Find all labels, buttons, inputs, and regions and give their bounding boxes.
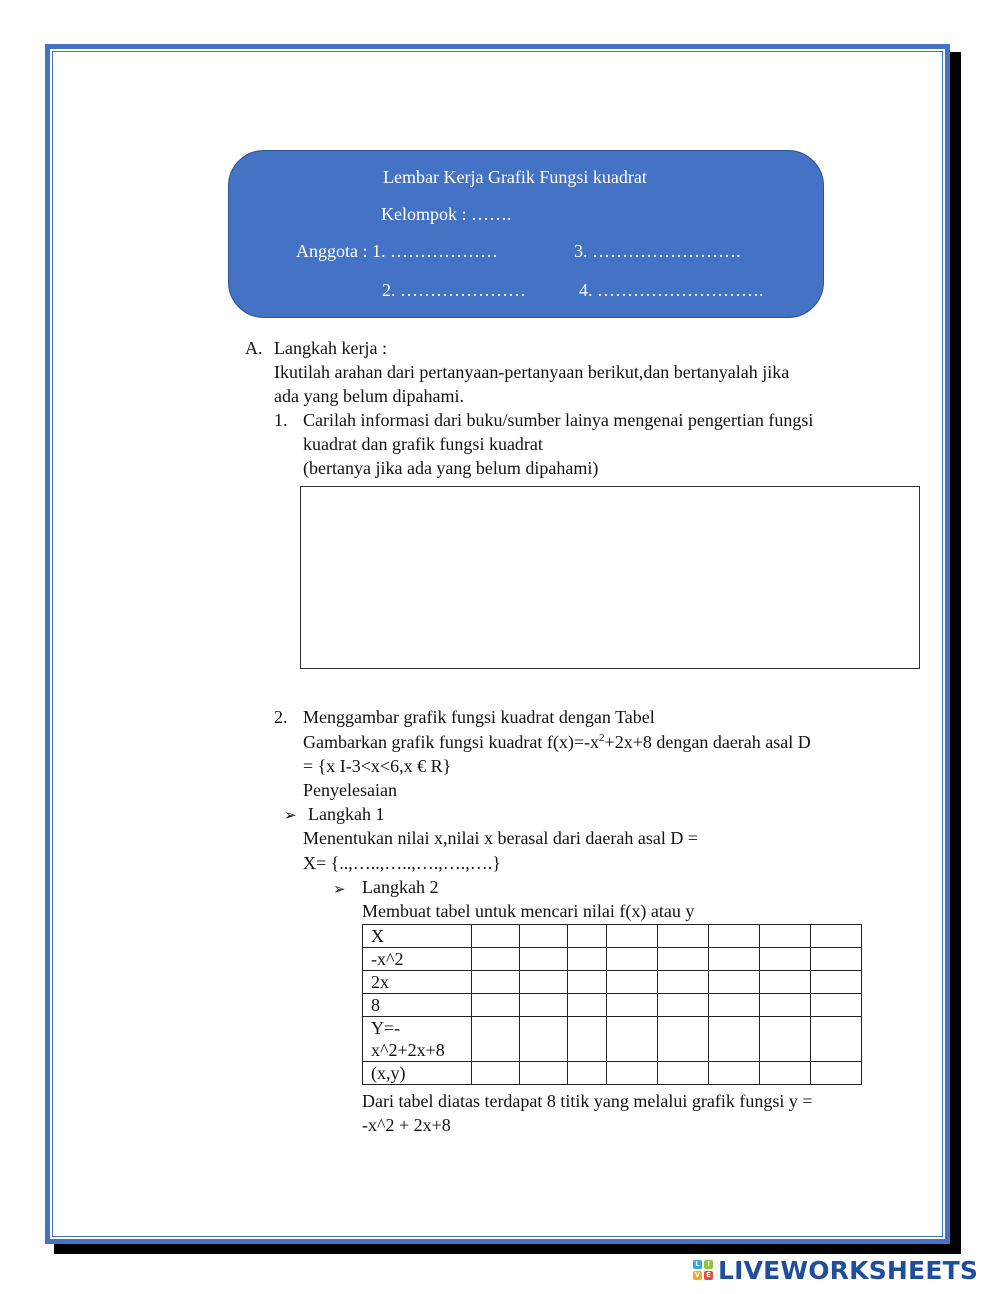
table-cell[interactable] <box>607 1017 658 1062</box>
step-1-line-1: Menentukan nilai x,nilai x berasal dari daerah asal D = <box>303 828 699 848</box>
table-row <box>363 925 862 948</box>
answer-box[interactable] <box>300 486 920 669</box>
member-3-field: 3. ……………………. <box>574 241 741 261</box>
table-cell[interactable] <box>760 971 811 994</box>
table-row <box>363 994 862 1017</box>
row-label-part: x^2+2x+8 <box>371 1040 445 1060</box>
row-label-part: Y=- <box>371 1018 401 1038</box>
table-cell[interactable] <box>811 994 862 1017</box>
conclusion-line-2: -x^2 + 2x+8 <box>362 1115 451 1135</box>
table-cell[interactable] <box>568 1017 607 1062</box>
item-2-line-1: Menggambar grafik fungsi kuadrat dengan Tabel <box>303 707 655 727</box>
members-label: Anggota : 1. ……………… <box>296 241 498 261</box>
table-cell[interactable] <box>760 1017 811 1062</box>
row-label: X <box>363 925 472 948</box>
table-row <box>363 1062 862 1085</box>
table-cell[interactable] <box>811 948 862 971</box>
table-cell[interactable] <box>760 1062 811 1085</box>
logo-tile: I <box>704 1260 713 1269</box>
logo-wordmark: LIVEWORKSHEETS <box>718 1255 979 1285</box>
table-cell[interactable] <box>811 925 862 948</box>
value-table <box>362 924 862 1085</box>
logo-tile: E <box>704 1271 713 1280</box>
table-cell[interactable] <box>658 925 709 948</box>
table-cell[interactable] <box>472 1017 520 1062</box>
table-cell[interactable] <box>520 994 568 1017</box>
row-label: 2x <box>363 971 472 994</box>
table-cell[interactable] <box>811 1017 862 1062</box>
row-label: 8 <box>363 994 472 1017</box>
row-label: -x^2 <box>363 948 472 971</box>
table-cell[interactable] <box>472 971 520 994</box>
table-cell[interactable] <box>472 948 520 971</box>
table-cell[interactable] <box>568 994 607 1017</box>
step-1-title: Langkah 1 <box>308 804 385 824</box>
item-1-line-1: Carilah informasi dari buku/sumber lainya mengenai pengertian fungsi <box>303 410 814 430</box>
conclusion-line-1: Dari tabel diatas terdapat 8 titik yang melalui grafik fungsi y = <box>362 1091 813 1111</box>
section-a-intro-2: ada yang belum dipahami. <box>274 386 464 406</box>
item-1-line-3: (bertanya jika ada yang belum dipahami) <box>303 458 599 478</box>
group-field: Kelompok : ……. <box>381 204 512 224</box>
row-label: (x,y) <box>363 1062 472 1085</box>
logo-mark-icon <box>693 1260 713 1280</box>
table-cell[interactable] <box>520 1017 568 1062</box>
item-1-number: 1. <box>274 410 288 430</box>
item-2-line-3: = {x I-3<x<6,x € R} <box>303 756 452 776</box>
table-cell[interactable] <box>760 948 811 971</box>
table-cell[interactable] <box>568 1062 607 1085</box>
section-a-intro-1: Ikutilah arahan dari pertanyaan-pertanyaan berikut,dan bertanyalah jika <box>274 362 790 382</box>
table-cell[interactable] <box>658 994 709 1017</box>
table-cell[interactable] <box>520 971 568 994</box>
table-cell[interactable] <box>709 925 760 948</box>
table-cell[interactable] <box>568 971 607 994</box>
table-cell[interactable] <box>607 948 658 971</box>
table-cell[interactable] <box>568 948 607 971</box>
worksheet-title: Lembar Kerja Grafik Fungsi kuadrat <box>383 167 647 187</box>
section-a-marker: A. <box>245 338 263 358</box>
table-cell[interactable] <box>568 925 607 948</box>
liveworksheets-logo <box>693 1256 978 1284</box>
step-1-line-2: X= {..,…..,…..,….,….,….} <box>303 853 501 873</box>
table-cell[interactable] <box>472 1062 520 1085</box>
step-2-bullet-icon: ➢ <box>333 880 346 898</box>
step-2-title: Langkah 2 <box>362 877 439 897</box>
logo-tile: V <box>694 1271 701 1279</box>
item-2-line-4: Penyelesaian <box>303 780 397 800</box>
item-2-number: 2. <box>274 707 288 727</box>
logo-tile: L <box>693 1260 702 1269</box>
table-cell[interactable] <box>811 1062 862 1085</box>
table-cell[interactable] <box>658 971 709 994</box>
table-cell[interactable] <box>709 948 760 971</box>
step-1-bullet-icon: ➢ <box>284 806 297 824</box>
table-cell[interactable] <box>709 971 760 994</box>
function-text-a: Gambarkan grafik fungsi kuadrat f(x)=-x <box>303 732 600 752</box>
table-cell[interactable] <box>607 925 658 948</box>
table-cell[interactable] <box>607 994 658 1017</box>
table-cell[interactable] <box>709 1062 760 1085</box>
table-cell[interactable] <box>709 1017 760 1062</box>
step-2-line-1: Membuat tabel untuk mencari nilai f(x) atau y <box>362 901 695 921</box>
exponent: 2 <box>599 732 605 744</box>
table-row <box>363 971 862 994</box>
section-a-title: Langkah kerja : <box>274 338 387 358</box>
table-cell[interactable] <box>709 994 760 1017</box>
table-cell[interactable] <box>520 948 568 971</box>
member-2-field: 2. ………………… <box>382 280 526 300</box>
table-cell[interactable] <box>811 971 862 994</box>
item-2-line-2 <box>303 731 811 753</box>
table-cell[interactable] <box>520 1062 568 1085</box>
table-cell[interactable] <box>658 1017 709 1062</box>
table-cell[interactable] <box>658 1062 709 1085</box>
table-cell[interactable] <box>760 925 811 948</box>
table-cell[interactable] <box>520 925 568 948</box>
table-cell[interactable] <box>607 971 658 994</box>
table-row <box>363 1017 862 1062</box>
table-cell[interactable] <box>760 994 811 1017</box>
table-cell[interactable] <box>658 948 709 971</box>
table-cell[interactable] <box>472 925 520 948</box>
table-row <box>363 948 862 971</box>
function-text-b: +2x+8 dengan daerah asal D <box>604 732 811 752</box>
item-1-line-2: kuadrat dan grafik fungsi kuadrat <box>303 434 543 454</box>
worksheet-header <box>228 150 824 318</box>
member-4-field: 4. ………………………. <box>579 280 764 300</box>
table-cell[interactable] <box>607 1062 658 1085</box>
row-label <box>363 1017 472 1062</box>
table-cell[interactable] <box>472 994 520 1017</box>
